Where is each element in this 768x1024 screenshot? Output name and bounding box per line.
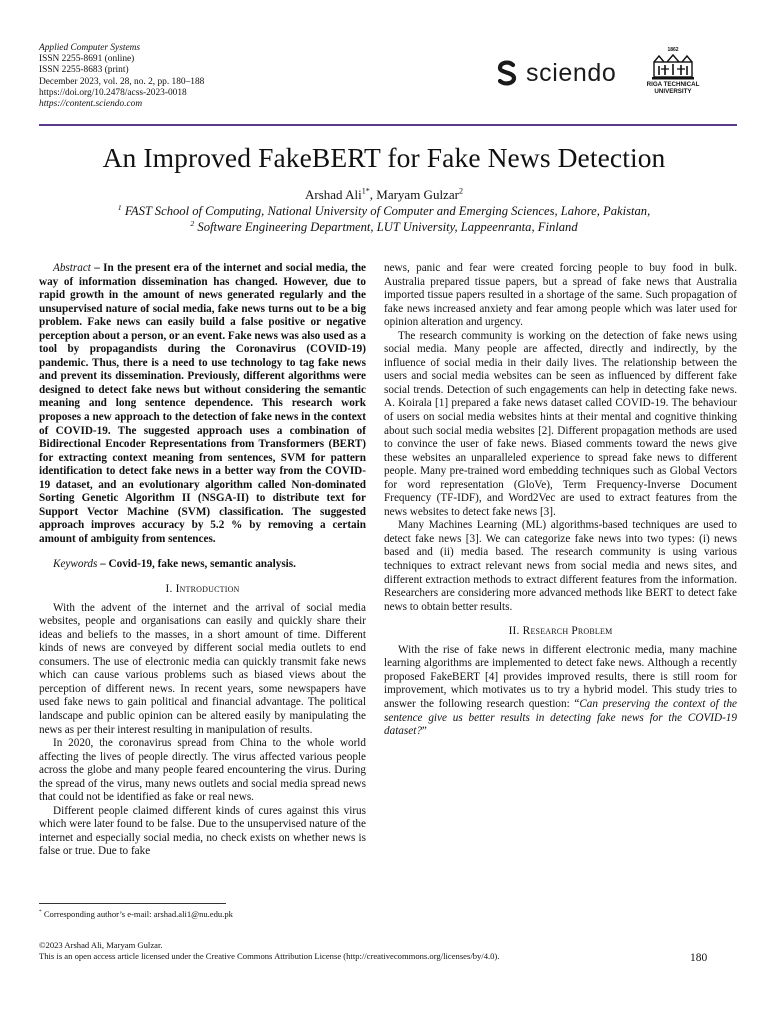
section-title: Introduction xyxy=(175,583,240,596)
affiliation-1 xyxy=(0,204,768,219)
footnote-text: Corresponding author’s e-mail: arshad.ali1@nu.edu.pk xyxy=(41,909,233,919)
left-column xyxy=(39,262,366,859)
paragraph-text: With the rise of fake news in different electronic media, many machine learning algorithms are implemented to detect fake news. Although a recently proposed FakeBERT [4] provides improved results, there is still room for improvement, which motivates us to try a hybrid model. This study tries to answer the following research question: “ xyxy=(384,643,737,710)
paragraph: Many Machines Learning (ML) algorithms-based techniques are used to detect fake news [3]. We can categorize fake news into two types: (i) news based and (ii) media based. The research community is using various techniques to extract relevant news from social media and news sites, and different extraction methods to extract different features from the information. Researchers are considering more advanced methods like BERT to detect fake news to obtain better results. xyxy=(384,519,737,613)
author-1: Arshad Ali xyxy=(305,187,362,202)
journal-name: Applied Computer Systems xyxy=(39,43,141,53)
abstract xyxy=(39,262,366,546)
paragraph: The research community is working on the detection of fake news using social media. Many people are affected, directly and indirectly, by the influence of social media in their daily lives. The relationship between the users and social media websites can be seen as influenced by different fake social trends. Detection of such engagements can help in detecting fake news. A. Koirala [1] prepared a fake news dataset called COVID-19. The behaviour of users on social media websites hints at their mental and cognitive thinking about such social media websites [2]. Different propagation methods are used to convince the user of fake news. Biased comments toward the news give these websites an unparalleled experience to spread fake news to different people. Many pre-trained word embedding techniques such as Global Vectors for word representation (GloVe), Term Frequency-Inverse Document Frequency (TF-IDF), and Word2Vec are used to extract features from the news websites to detect fake news [3]. xyxy=(384,329,737,518)
sciendo-wordmark: sciendo xyxy=(526,58,617,87)
issue-info: December 2023, vol. 28, no. 2, pp. 180–188 xyxy=(39,76,205,87)
keywords-label: Keywords xyxy=(53,558,98,571)
site-link[interactable]: https://content.sciendo.com xyxy=(39,99,143,110)
right-column xyxy=(384,262,737,739)
author-2: Maryam Gulzar xyxy=(376,187,459,202)
doi-link[interactable]: https://doi.org/10.2478/acss-2023-0018 xyxy=(39,87,187,98)
affiliation-2-mark: 2 xyxy=(190,218,195,228)
affiliation-2 xyxy=(0,220,768,235)
abstract-dash: – xyxy=(90,262,104,274)
rtu-name-line2: UNIVERSITY xyxy=(654,88,692,95)
journal-header xyxy=(39,43,739,123)
keywords-dash: – xyxy=(97,558,109,571)
affiliation-2-text: Software Engineering Department, LUT University, Lappeenranta, Finland xyxy=(194,220,578,234)
paper-title: An Improved FakeBERT for Fake News Detection xyxy=(102,142,666,173)
paragraph xyxy=(384,644,737,739)
header-divider xyxy=(39,124,737,126)
section-title: Research Problem xyxy=(522,625,613,638)
issn-print: ISSN 2255-8683 (print) xyxy=(39,65,129,76)
research-question: Can preserving the context of the sentence give us better results in detecting fake news for the COVID-19 dataset? xyxy=(384,697,737,738)
abstract-label: Abstract xyxy=(53,262,91,274)
author-separator: , xyxy=(369,187,377,202)
footnote xyxy=(39,909,233,919)
section-number: II. xyxy=(508,625,523,638)
closing-quote: ” xyxy=(421,725,427,738)
rtu-crest-icon xyxy=(651,53,695,81)
section-heading-research-problem xyxy=(384,625,737,639)
section-heading-introduction xyxy=(39,583,366,597)
keywords xyxy=(39,558,366,572)
page-footer xyxy=(39,940,737,962)
footnote-mark: * xyxy=(39,909,42,916)
rtu-name-line1: RIGA TECHNICAL xyxy=(646,81,700,88)
author-1-mark: 1* xyxy=(361,186,370,196)
license-text: This is an open access article licensed under the Creative Commons Attribution License (http://creativecommons.org/licenses/by/4.0). xyxy=(39,951,500,961)
abstract-text: In the present era of the internet and social media, the way of information dissemination has changed. However, due to rapid growth in the amount of news generated regularly and the unsupervised nature of social media, fake news turns out to be a big problem. Fake news can easily build a false positive or negative perception about a person, or an event. Fake news was also used as a tool by propagandists during the Coronavirus (COVID-19) pandemic. Thus, there is a need to use technology to tag fake news and prevent its dissemination. Previously, different algorithms were designed to detect fake news but without considering the semantic meaning and long sentence dependence. This research work proposes a new approach to the detection of fake news in the context of COVID-19. The suggested approach uses a combination of Bidirectional Encoder Representations from Transformers (BERT) for extracting context meaning from sentences, SVM for pattern identification to detect fake news in a better way from the COVID-19 dataset, and an evolutionary algorithm called Non-dominated Sorting Genetic Algorithm II (NSGA-II) to distribute text for Support Vector Machine (SVM) classification. The suggested approach improves accuracy by 5.2 % by removing a certain amount of ambiguity from sentences. xyxy=(39,262,367,545)
rtu-logo xyxy=(637,47,709,95)
footnote-divider xyxy=(39,903,226,904)
author-list xyxy=(0,187,768,203)
paragraph: Different people claimed different kinds of cures against this virus which were later found to be false. Due to the unsupervised nature of the internet and especially social media, no check exists on whether news is false or true. Due to fake xyxy=(39,804,366,858)
copyright: ©2023 Arshad Ali, Maryam Gulzar. xyxy=(39,940,163,950)
affiliation-1-text: FAST School of Computing, National University of Computer and Emerging Sciences, Lahore, Pakistan, xyxy=(121,204,651,218)
page-number: 180 xyxy=(690,952,708,964)
keywords-text: Covid-19, fake news, semantic analysis. xyxy=(108,558,296,571)
paragraph: In 2020, the coronavirus spread from China to the whole world affecting the lives of people directly. The virus affected various people across the globe and many people feared encountering the virus. During the spread of the virus, many news outlets and social media spread news that could not be identified as fake or real news. xyxy=(39,737,366,804)
journal-info xyxy=(39,43,204,110)
issn-online: ISSN 2255-8691 (online) xyxy=(39,54,135,65)
section-number: I. xyxy=(165,583,176,596)
sciendo-logo xyxy=(495,57,616,89)
paragraph: With the advent of the internet and the arrival of social media websites, people and organisations can easily and quickly share their ideas and beliefs to the masses, in a short amount of time. Different kinds of news are conveyed by different social media outlets to end consumers. The use of electronic media can quickly transmit fake news which can cause various problems such as biased views about the perception of different news. In recent years, some newspapers have used fake news to gain political and financial advantage. The political landscape and public opinion can be altered easily by manipulating the news as per their interest resulting in manipulation of results. xyxy=(39,601,366,736)
rtu-year: 1862 xyxy=(667,47,679,53)
affiliation-1-mark: 1 xyxy=(117,202,122,212)
sciendo-mark-icon xyxy=(495,60,519,86)
paragraph: news, panic and fear were created forcing people to buy food in bulk. Australia prepared tissue papers, but a spread of fake news that Australia imported tissue papers resulted in a shortage of the same. Such propagation of fake news increased anxiety and fear among people which was later used for opinion alteration and urgency. xyxy=(384,262,737,329)
author-2-mark: 2 xyxy=(458,186,463,196)
